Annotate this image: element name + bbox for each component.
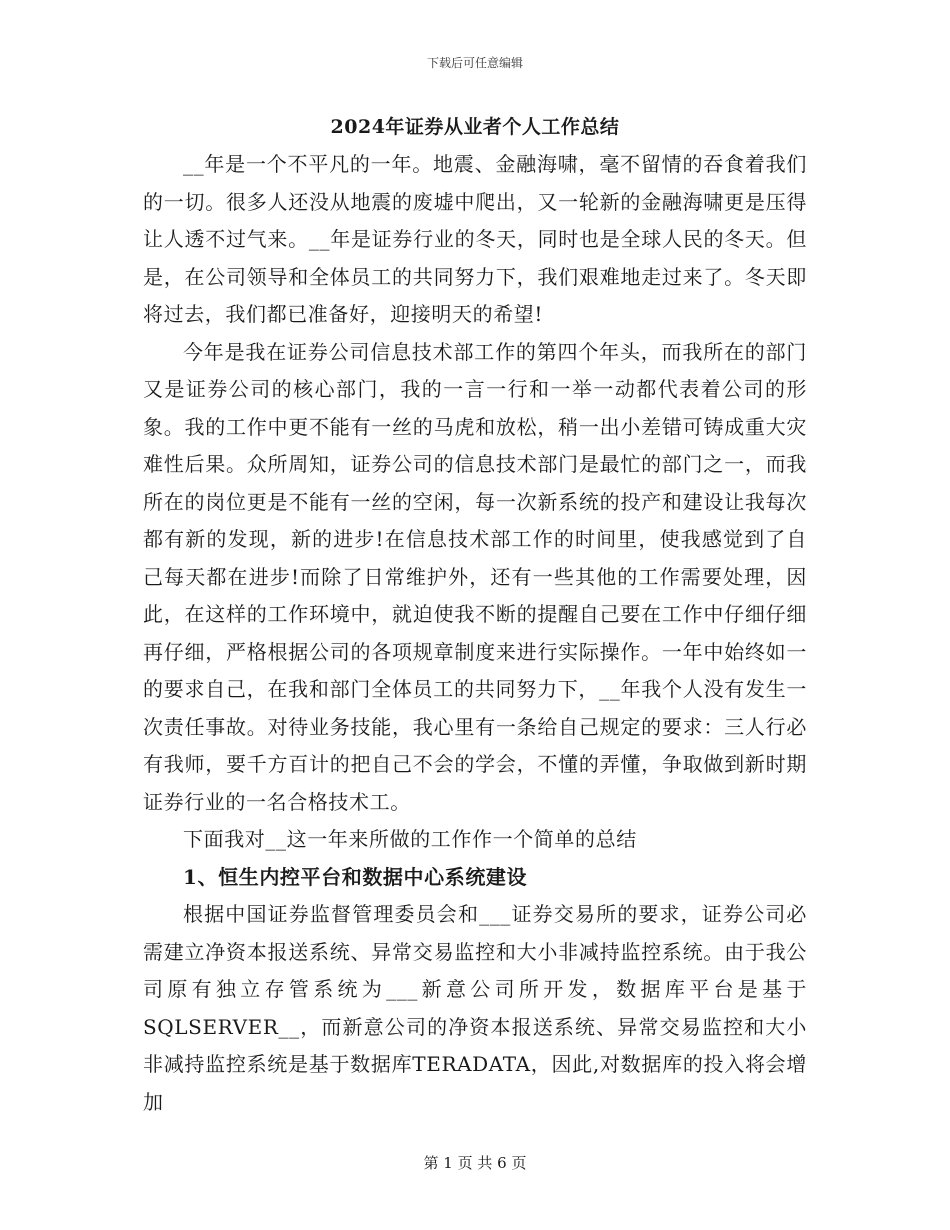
paragraph-work-description: 今年是我在证券公司信息技术部工作的第四个年头，而我所在的部门又是证券公司的核心部门，我的一言一行和一举一动都代表着公司的形象。我的工作中更不能有一丝的马虎和放松，稍一出小差错可铸成重大灾难性后果。众所周知，证券公司的信息技术部门是最忙的部门之一，而我所在的岗位更是不能有一丝的空闲，每一次新系统的投产和建设让我每次都有新的发现，新的进步!在信息技术部工作的时间里，使我感觉到了自己每天都在进步!而除了日常维护外，还有一些其他的工作需要处理，因此，在这样的工作环境中，就迫使我不断的提醒自己要在工作中仔细仔细再仔细，严格根据公司的各项规章制度来进行实际操作。一年中始终如一的要求自己，在我和部门全体员工的共同努力下，__年我个人没有发生一次责任事故。对待业务技能，我心里有一条给自己规定的要求：三人行必有我师，要千方百计的把自己不会的学会，不懂的弄懂，争取做到新时期证券行业的一名合格技术工。 — [143, 339, 807, 814]
paragraph-summary-intro: 下面我对__这一年来所做的工作作一个简单的总结 — [183, 827, 637, 851]
header-note: 下载后可任意编辑 — [426, 56, 523, 70]
section-heading-1: 1、恒生内控平台和数据中心系统建设 — [183, 864, 528, 889]
document-title: 2024年证券从业者个人工作总结 — [330, 116, 620, 138]
paragraph-intro: __年是一个不平凡的一年。地震、金融海啸，毫不留情的吞食着我们的一切。很多人还没从地震的废墟中爬出，又一轮新的金融海啸更是压得让人透不过气来。__年是证券行业的冬天，同时也是全球人民的冬天。但是，在公司领导和全体员工的共同努力下，我们艰难地走过来了。冬天即将过去，我们都已准备好，迎接明天的希望! — [143, 152, 807, 326]
document-body — [143, 108, 807, 1121]
paragraph-section-1: 根据中国证券监督管理委员会和___证券交易所的要求，证券公司必需建立净资本报送系统、异常交易监控和大小非减持监控系统。由于我公司原有独立存管系统为___新意公司所开发，数据库平台是基于SQLSERVER__，而新意公司的净资本报送系统、异常交易监控和大小非减持监控系统是基于数据库TERADATA，因此,对数据库的投入将会增加 — [143, 902, 807, 1114]
page-footer: 第 1 页 共 6 页 — [423, 1154, 527, 1172]
